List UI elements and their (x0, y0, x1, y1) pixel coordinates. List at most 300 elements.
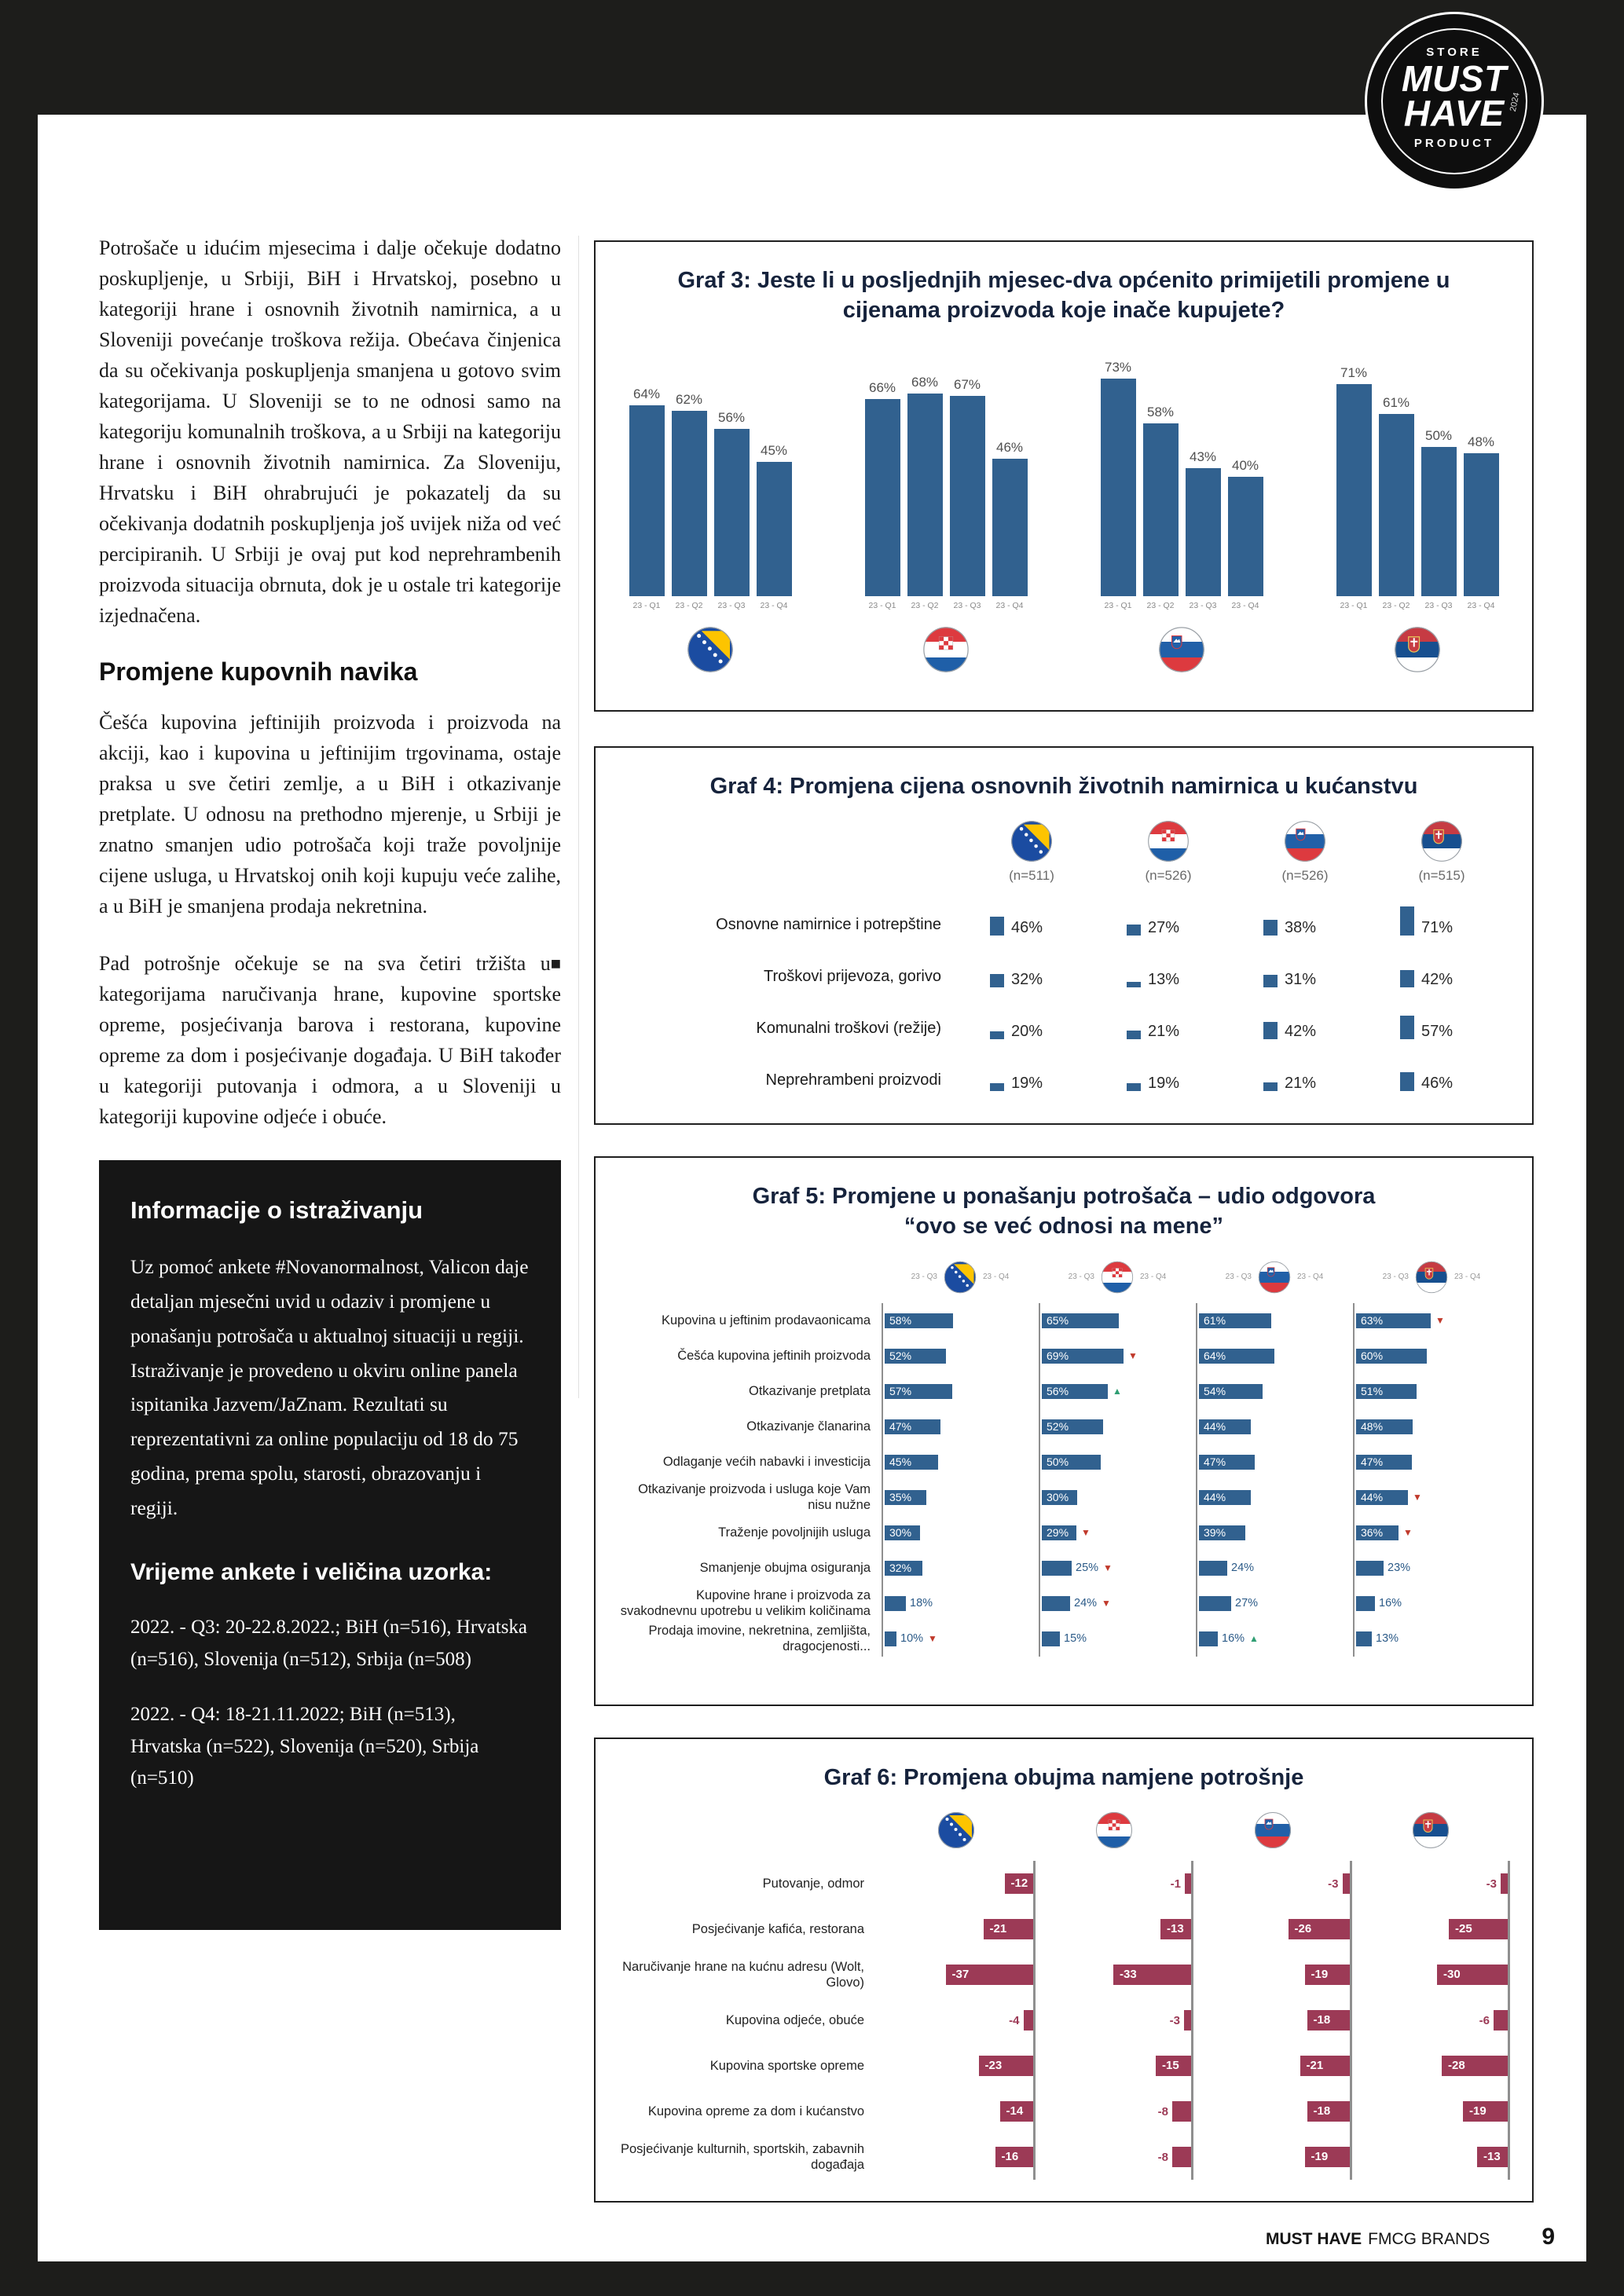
decrease-arrow-icon: ▼ (1102, 1598, 1111, 1609)
bar (1101, 379, 1136, 596)
badge-store-label: STORE (1426, 46, 1483, 59)
article-paragraph-1: Potrošače u idućim mjesecima i dalje očekuje dodatno poskupljenje, u Srbiji, BiH i Hrvatskoj, posebno u kategoriji hrane i osnovnih životnih namirnica, a u Sloveniji povećanje troškova režija. Obećava činjenica da su očekivanja poskupljenja smanjena u gotovo svim kategorijama. U Sloveniji se to ne odnosi samo na kategoriju komunalnih troškova, a u Srbiji na kategoriju hrane i osnovnih životnih namirnica. Za Sloveniju, Hrvatsku i BiH ohrabrujući je pokazatelj da su očekivanja dodatnih poskupljenja još uvijek niža od već percipiranih. U Srbiji je ovaj put kod neprehrambenih proizvoda situacija obrnuta, dok je u ostale tri kategorije izjednačena. (99, 236, 561, 627)
article-heading: Promjene kupovnih navika (99, 657, 418, 686)
bar (865, 399, 900, 596)
value-cell (1352, 1861, 1511, 1906)
value-cell (1373, 998, 1510, 1050)
value-label: 42% (1421, 971, 1454, 989)
bar (990, 1031, 1004, 1039)
decrease-arrow-icon: ▼ (1435, 1315, 1445, 1327)
row-label: Otkazivanje pretplata (748, 1383, 871, 1398)
graf3-panel (594, 240, 1534, 712)
value-cell (1196, 1445, 1353, 1480)
country-group-ba (629, 365, 792, 673)
bar: 30% (1042, 1490, 1077, 1505)
value-cell (1196, 1303, 1353, 1338)
bar-group (629, 365, 792, 610)
graf3-chart (618, 345, 1510, 673)
bar (1356, 1561, 1384, 1576)
value-cell (877, 1861, 1036, 1906)
bar (1501, 1873, 1508, 1894)
bar: 30% (885, 1525, 920, 1540)
bar-value-label: 71% (1340, 364, 1368, 380)
article-paragraph-2: Češća kupovina jeftinijih proizvoda i proizvoda na akciji, kao i kupovina u jeftinijim trgovinama, ostaje praksa u sve četiri zemlje, a u BiH i otkazivanje pretplate. U odnosu na prethodno mjerenje, u Srbiji je znatno smanjen udio potrošača koji traže povoljnije cijene usluga, u Hrvatskoj onih koji kupuju veće zalihe, a u BiH je smanjena prodaja nekretnina. (99, 711, 561, 917)
graf4-title: Graf 4: Promjena cijena osnovnih životnih namirnica u kućanstvu (709, 774, 1418, 799)
value-cell (882, 1303, 1039, 1338)
value-cell (1036, 1952, 1194, 1998)
bar: -13 (1160, 1919, 1191, 1939)
x-tick-label: 23 - Q2 (1382, 600, 1410, 610)
increase-arrow-icon: ▲ (1249, 1633, 1259, 1645)
flag-hr-icon (1147, 820, 1190, 862)
value-label: 27% (1148, 919, 1180, 937)
increase-arrow-icon: ▲ (1113, 1386, 1122, 1397)
bar: 57% (885, 1384, 952, 1399)
column-header-hr (1036, 1811, 1194, 1861)
value-label: 16% (1222, 1632, 1245, 1646)
bottom-frame (0, 2261, 1624, 2296)
flag-ba-icon (687, 626, 734, 673)
value-cell (1036, 1998, 1194, 2043)
bar: -19 (1305, 2147, 1350, 2167)
bar: -16 (995, 2147, 1033, 2167)
x-tick-label: 23 - Q4 (1231, 600, 1259, 610)
badge-title (1383, 58, 1526, 134)
x-tick-label: 23 - Q4 (995, 600, 1024, 610)
infobox-title: Informacije o istraživanju (130, 1196, 423, 1224)
value-cell (877, 1998, 1036, 2043)
bar: 69% (1042, 1349, 1124, 1364)
row-label: Otkazivanje proizvoda i usluga koje Vam nisu nužne (638, 1481, 871, 1513)
bar-value-label: 48% (1467, 434, 1495, 449)
value-cell (1353, 1409, 1510, 1445)
badge-ring (1381, 28, 1527, 174)
bar (885, 1596, 906, 1611)
bar (1172, 2101, 1191, 2122)
infobox-body: Uz pomoć ankete #Novanormalnost, Valicon daje detaljan mjesečni uvid u odaziv i promjene u ponašanju potrošača u aktualnoj situaciji u regiji. Istraživanje je provedeno u okviru online panela ispitanika Jazvem/JaZnam. Rezultati su reprezentativni za online populaciju od 18 do 75 godina, prema spolu, starosti, obrazovanju i regiji. (130, 1255, 529, 1520)
row-label: Kupovina sportske opreme (709, 2058, 864, 2073)
value-cell (1100, 1050, 1237, 1102)
value-cell (963, 1050, 1100, 1102)
infobox-sample-q3: 2022. - Q3: 20-22.8.2022.; BiH (n=516), Hrvatska (n=516), Slovenija (n=512), Srbija (n=508) (130, 1617, 528, 1670)
bar: -21 (984, 1919, 1033, 1939)
value-label: -3 (1328, 1877, 1339, 1891)
graf5-chart (618, 1261, 1510, 1657)
wave-label: 23 - Q4 (1140, 1273, 1167, 1282)
row-label: Otkazivanje članarina (746, 1419, 871, 1434)
bar-value-label: 61% (1382, 394, 1410, 410)
value-cell (1039, 1586, 1196, 1621)
decrease-arrow-icon: ▼ (1103, 1562, 1113, 1574)
bar (1199, 1631, 1218, 1646)
value-cell (882, 1621, 1039, 1657)
row-label: Češća kupovina jeftinih proizvoda (677, 1348, 871, 1363)
value-cell (1196, 1586, 1353, 1621)
value-cell (1193, 1906, 1352, 1952)
flag-hr-icon (1101, 1261, 1134, 1294)
bar: -37 (946, 1965, 1033, 1985)
bar (1263, 920, 1278, 936)
graf4-panel (594, 746, 1534, 1125)
bar-column (1142, 405, 1179, 610)
value-label: 24% (1074, 1597, 1098, 1610)
value-cell (1353, 1445, 1510, 1480)
research-info-box (99, 1160, 561, 1930)
bar: 52% (1042, 1419, 1103, 1434)
bar-value-label: 45% (760, 442, 788, 458)
value-cell (882, 1409, 1039, 1445)
value-cell (1036, 2134, 1194, 2180)
value-cell (882, 1338, 1039, 1374)
bar (1263, 975, 1278, 987)
column-header-hr (1100, 820, 1237, 895)
bar (757, 462, 792, 596)
bar-value-label: 68% (911, 374, 939, 390)
value-label: 42% (1285, 1023, 1317, 1041)
column-header-ba (882, 1261, 1039, 1303)
x-tick-label: 23 - Q3 (717, 600, 746, 610)
bar-group (1336, 365, 1499, 610)
footer-brand-bold: MUST HAVE (1266, 2230, 1362, 2248)
bar (990, 1083, 1004, 1091)
x-tick-label: 23 - Q2 (911, 600, 939, 610)
x-tick-label: 23 - Q4 (1467, 600, 1495, 610)
bar: 65% (1042, 1313, 1119, 1328)
bar (1127, 1031, 1141, 1039)
value-cell (1100, 998, 1237, 1050)
value-cell (1352, 2043, 1511, 2089)
value-cell (1373, 947, 1510, 998)
wave-label: 23 - Q4 (983, 1273, 1010, 1282)
value-label: 18% (910, 1597, 933, 1610)
value-cell (1196, 1374, 1353, 1409)
bar (1400, 970, 1414, 987)
value-cell (1237, 895, 1373, 947)
x-tick-label: 23 - Q1 (632, 600, 661, 610)
bar (885, 1631, 896, 1646)
value-cell (1352, 2134, 1511, 2180)
x-tick-label: 23 - Q1 (868, 600, 896, 610)
bar-column (1227, 458, 1263, 610)
badge-title-line1: MUST (1401, 58, 1508, 99)
bar (1186, 468, 1221, 596)
bar-group (1100, 359, 1263, 610)
value-cell (1353, 1303, 1510, 1338)
value-cell (1036, 2043, 1194, 2089)
bar: 48% (1356, 1419, 1413, 1434)
flag-hr-icon (1095, 1811, 1133, 1849)
bar-column (907, 375, 943, 610)
row-label: Kupovina odjeće, obuće (725, 2012, 864, 2027)
column-header-si (1237, 820, 1373, 895)
bar: -19 (1305, 1965, 1350, 1985)
value-cell (963, 998, 1100, 1050)
bar-value-label: 40% (1231, 457, 1259, 473)
value-cell (1352, 1952, 1511, 1998)
row-label: Naručivanje hrane na kućnu adresu (Wolt, Glovo) (622, 1959, 864, 1990)
bar: 47% (1356, 1455, 1412, 1470)
bar-column (1185, 449, 1221, 610)
value-label: 31% (1285, 971, 1317, 989)
infobox-subtitle: Vrijeme ankete i veličina uzorka: (130, 1558, 493, 1585)
x-tick-label: 23 - Q1 (1104, 600, 1132, 610)
bar (1336, 384, 1372, 596)
bar: 36% (1356, 1525, 1399, 1540)
wave-label: 23 - Q3 (1225, 1273, 1252, 1282)
bar (1199, 1596, 1231, 1611)
country-group-hr (864, 365, 1028, 673)
value-cell (882, 1551, 1039, 1586)
bar: 64% (1199, 1349, 1274, 1364)
bar (907, 394, 943, 596)
x-tick-label: 23 - Q2 (1146, 600, 1175, 610)
value-label: 20% (1011, 1023, 1043, 1041)
article-column (99, 233, 561, 1930)
flag-ba-icon (944, 1261, 977, 1294)
row-label: Kupovina u jeftinim prodavaonicama (662, 1313, 871, 1327)
sample-size-label: (n=515) (1418, 868, 1465, 884)
bar: -21 (1300, 2056, 1350, 2076)
wave-label: 23 - Q3 (1382, 1273, 1409, 1282)
bar (1343, 1873, 1350, 1894)
value-cell (877, 2089, 1036, 2134)
flag-rs-icon (1412, 1811, 1450, 1849)
value-cell (1373, 895, 1510, 947)
graf5-title-line1: Graf 5: Promjene u ponašanju potrošača – udio odgovora (752, 1184, 1376, 1209)
value-cell (882, 1445, 1039, 1480)
bar: 51% (1356, 1384, 1417, 1399)
must-have-2024-badge (1367, 14, 1542, 189)
value-label: 46% (1421, 1075, 1454, 1093)
bar-value-label: 64% (632, 386, 661, 401)
bar-value-label: 66% (868, 379, 896, 395)
graf5-title-line2: “ovo se već odnosi na mene” (904, 1214, 1224, 1240)
x-tick-label: 23 - Q3 (953, 600, 981, 610)
value-label: 71% (1421, 919, 1454, 937)
value-cell (1196, 1551, 1353, 1586)
sample-size-label: (n=526) (1145, 868, 1192, 884)
value-cell (1237, 1050, 1373, 1102)
row-label: Posjećivanje kulturnih, sportskih, zabavnih događaja (621, 2141, 864, 2173)
value-cell (1237, 998, 1373, 1050)
value-label: 24% (1231, 1562, 1255, 1575)
bar: 47% (885, 1419, 940, 1434)
bar: -26 (1289, 1919, 1350, 1939)
column-header-si (1193, 1811, 1352, 1861)
graf6-title: Graf 6: Promjena obujma namjene potrošnje (823, 1765, 1304, 1790)
value-cell (1353, 1374, 1510, 1409)
bar: -28 (1442, 2056, 1508, 2076)
value-cell (882, 1480, 1039, 1515)
bar-value-label: 62% (675, 391, 703, 407)
bar (1400, 1072, 1414, 1091)
bar: -12 (1005, 1873, 1033, 1894)
value-label: 10% (900, 1632, 924, 1646)
decrease-arrow-icon: ▼ (928, 1633, 937, 1645)
column-header-si (1196, 1261, 1353, 1303)
bar-column (713, 410, 750, 610)
value-cell (1039, 1409, 1196, 1445)
graf6-corner (618, 1811, 877, 1861)
value-cell (1193, 1861, 1352, 1906)
bar-column (1421, 428, 1457, 610)
flag-si-icon (1284, 820, 1326, 862)
column-header-ba (877, 1811, 1036, 1861)
x-tick-label: 23 - Q3 (1189, 600, 1217, 610)
graf6-panel (594, 1738, 1534, 2203)
value-cell (1193, 1952, 1352, 1998)
value-cell (1193, 1998, 1352, 2043)
value-cell (963, 947, 1100, 998)
value-cell (877, 1906, 1036, 1952)
value-label: -3 (1486, 1877, 1497, 1891)
badge-year: 2024 (1508, 91, 1522, 113)
flag-si-icon (1254, 1811, 1292, 1849)
value-cell (882, 1374, 1039, 1409)
value-cell (1353, 1515, 1510, 1551)
row-label: Prodaja imovine, nekretnina, zemljišta, dragocjenosti... (648, 1623, 871, 1654)
graf3-title: Graf 3: Jeste li u posljednjih mjesec-dva općenito primijetili promjene u cijenama proizvoda koje inače kupujete? (677, 268, 1450, 324)
graf5-panel (594, 1156, 1534, 1706)
bar-value-label: 56% (717, 409, 746, 425)
value-cell (1196, 1621, 1353, 1657)
bar: 45% (885, 1455, 938, 1470)
bar-column (1463, 434, 1499, 610)
flag-rs-icon (1415, 1261, 1448, 1294)
flag-ba-icon (937, 1811, 975, 1849)
value-label: -1 (1170, 1877, 1181, 1891)
flag-si-icon (1258, 1261, 1291, 1294)
x-tick-label: 23 - Q2 (675, 600, 703, 610)
bar: 44% (1199, 1419, 1251, 1434)
value-cell (882, 1515, 1039, 1551)
bar-value-label: 58% (1146, 404, 1175, 419)
column-header-hr (1039, 1261, 1196, 1303)
value-cell (1352, 1998, 1511, 2043)
value-cell (1039, 1374, 1196, 1409)
value-cell (1196, 1338, 1353, 1374)
bar: -14 (1000, 2101, 1033, 2122)
value-cell (1039, 1480, 1196, 1515)
bar (1199, 1561, 1227, 1576)
value-cell (1352, 1906, 1511, 1952)
bar-group (864, 365, 1028, 610)
country-group-si (1100, 359, 1263, 673)
article-paragraph-3-text: Pad potrošnje očekuje se na sva četiri tržišta u kategorijama naručivanja hrane, kupovine sportske opreme, posjećivanja barova i restorana, kupovine opreme za dom i posjećivanje događaja. U BiH također u kategoriji putovanja i odmora, a u Sloveniji u kategoriji kupovine odjeće i obuće. (99, 952, 561, 1128)
infobox-sample-q4: 2022. - Q4: 18-21.11.2022; BiH (n=513), Hrvatska (n=522), Slovenija (n=520), Srbija (n=510) (130, 1704, 479, 1789)
flag-rs-icon (1421, 820, 1463, 862)
bar: -33 (1113, 1965, 1191, 1985)
graf5-title (640, 1181, 1488, 1242)
bar: 63% (1356, 1313, 1431, 1328)
value-label: 19% (1148, 1075, 1180, 1093)
bar (1400, 1016, 1414, 1039)
bar (1263, 1022, 1278, 1039)
sample-size-label: (n=526) (1281, 868, 1329, 884)
bar (1143, 423, 1179, 596)
bar: 56% (1042, 1384, 1108, 1399)
value-label: -8 (1157, 2150, 1168, 2164)
value-cell (1036, 1861, 1194, 1906)
wave-label: 23 - Q3 (1068, 1273, 1094, 1282)
graf4-table (618, 820, 1510, 1102)
x-tick-label: 23 - Q3 (1424, 600, 1453, 610)
bar: -18 (1307, 2010, 1350, 2031)
value-cell (877, 1952, 1036, 1998)
row-label: Smanjenje obujma osiguranja (699, 1560, 871, 1575)
bar: -25 (1449, 1919, 1508, 1939)
bar (990, 974, 1004, 987)
bar (1379, 414, 1414, 596)
right-frame (1586, 0, 1624, 2296)
value-cell (1193, 2134, 1352, 2180)
bar: 61% (1199, 1313, 1271, 1328)
bar: 44% (1356, 1490, 1408, 1505)
value-cell (1353, 1621, 1510, 1657)
page-footer (1266, 2224, 1555, 2250)
value-cell (1039, 1621, 1196, 1657)
value-label: 38% (1285, 919, 1317, 937)
bar-value-label: 50% (1424, 427, 1453, 443)
value-label: 23% (1388, 1562, 1411, 1575)
decrease-arrow-icon: ▼ (1081, 1527, 1091, 1539)
value-cell (1353, 1480, 1510, 1515)
bar (1400, 906, 1414, 936)
footer-brand-suffix: FMCG BRANDS (1368, 2230, 1490, 2248)
bar (992, 459, 1028, 596)
decrease-arrow-icon: ▼ (1403, 1527, 1413, 1539)
value-label: 21% (1285, 1075, 1317, 1093)
footer-brand (1266, 2230, 1490, 2249)
bar (672, 411, 707, 596)
row-label: Odlaganje većih nabavki i investicija (662, 1454, 871, 1469)
column-header-rs (1353, 1261, 1510, 1303)
bar: 32% (885, 1561, 922, 1576)
bar (1356, 1596, 1375, 1611)
bar: -15 (1156, 2056, 1191, 2076)
value-cell (1196, 1515, 1353, 1551)
flag-si-icon (1158, 626, 1205, 673)
flag-rs-icon (1394, 626, 1441, 673)
bar (1185, 1873, 1191, 1894)
row-label: Kupovina opreme za dom i kućanstvo (647, 2104, 864, 2118)
value-cell (1353, 1586, 1510, 1621)
value-label: 27% (1235, 1597, 1259, 1610)
bar (714, 429, 750, 596)
value-label: 32% (1011, 971, 1043, 989)
row-label: Putovanje, odmor (762, 1876, 864, 1891)
bar-column (1336, 365, 1372, 610)
bar (1042, 1631, 1060, 1646)
bar-column (671, 392, 707, 610)
bar: 50% (1042, 1455, 1101, 1470)
graf6-grid (618, 1811, 1510, 2180)
bar: -23 (979, 2056, 1033, 2076)
bar: -30 (1437, 1965, 1508, 1985)
bar (1356, 1631, 1372, 1646)
bar-column (949, 377, 985, 610)
value-cell (1353, 1338, 1510, 1374)
column-divider (578, 236, 579, 1398)
x-tick-label: 23 - Q4 (760, 600, 788, 610)
bar (1024, 2010, 1033, 2031)
value-cell (877, 2134, 1036, 2180)
value-label: 25% (1076, 1562, 1099, 1575)
column-header-ba (963, 820, 1100, 895)
row-label: Kupovine hrane i proizvoda za svakodnevnu upotrebu u velikim količinama (620, 1587, 871, 1619)
sample-size-label: (n=511) (1009, 868, 1054, 884)
bar-column (629, 386, 665, 610)
